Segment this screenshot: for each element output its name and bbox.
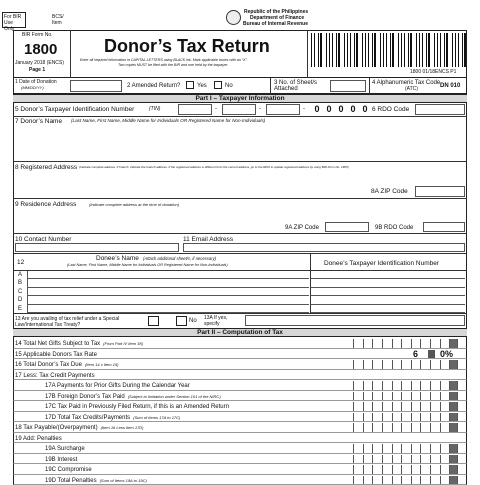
- atc-value: DN 010: [440, 83, 460, 89]
- item9-label: 9 Residence Address: [15, 202, 76, 209]
- donee-tin-field[interactable]: [311, 279, 465, 287]
- tin-part-1[interactable]: [178, 104, 212, 115]
- republic-label: Republic of the Philippines: [244, 10, 308, 15]
- computation-label: 19A Surcharge: [45, 446, 85, 452]
- date-of-donation-field[interactable]: [70, 80, 122, 92]
- donors-tax-return-form: For BIR Use Only BCS/ Item Republic of the Philippines Department of Finance Bureau of Internal Revenue BIR Form No. 1800 January 2018 (ENCS) Page 1 Donor’s Tax Return Enter all required information in CAPITAL LETTERS using BLACK ink. Mark applicable boxes with an “X”. Two copies MUST be filed with the BIR and one held by the taxpayer. 1800 01/18ENCS P1 1 Date of Donation (MM/DD/YY) 2 Amended Return? Yes No 3 No. of Sheet/s Attached 4 Alphanumeric Tax Code (ATC) DN 010 Part I – Taxpayer Information 5 Donor’s Taxpayer Identification Number (TIN) - - - 0 0 0 0 0 6 RDO Code 7 Donor’s Name (Last Name, First Name, Middle Name for Individuals OR Registered Name for Non-Individuals) 8 Registered Address (Indicate complete address. If branch, indicate the branch address. If the registered address is different from the current address, go to the RDO to update registered address by using BIR Form No. 1905) 8A ZIP Code 9 Residence Address (Indicate complete address at the time of donation) 9A ZIP Code 9B RDO Code 10 Contact Number 11 Email Address 12 Donee’s Name (Attach additional sheet/s, if necessary) (Last Name, First Name, Middle Name for Individuals OR Registered Name for Non-Individuals) Donee’s Taxpayer Identification Number A B C D E 13 Are you availing of tax relief under a Special Law/International Tax Treaty? No 13A If yes, specify Part II – Computation of Tax 14 Total Net Gifts Subject to Tax (From Part IV Item 38) 15 Applicable Donors Tax Rate 6 0% 16 Total Donor’s Tax Due (Item 14 x Item 15) 17 Less: Tax Credit Payments 17A Payments for Prior Gifts During the Calendar Year 17B Foreign Donor’s Tax Paid (Subject to limitation under Section 101 of the NIRC) 17C Tax Paid in Previously Filed Return, if this is an Amended Return 17D Total Tax Credits/Payments (Sum of Items 17A to 17C) 18 Tax Payable/(Overpayment) (Item 16 Less Item 17D) 19 Add: Penalties 19A Surcharge 19B Interest 19C Compromise 19D Total Penalties (Sum of Items 19A to 19C): [0, 0, 480, 480]
- form-number: 1800: [24, 42, 57, 57]
- item1-sub: (MM/DD/YY): [21, 86, 44, 90]
- amount-field[interactable]: [353, 402, 467, 411]
- bir-seal-icon: [226, 10, 241, 25]
- specify-field[interactable]: [245, 315, 465, 326]
- instructions-line-1: Enter all required information in CAPITAL LETTERS using BLACK ink. Mark applicable boxes with an “X”.: [80, 59, 248, 63]
- registered-address-field[interactable]: [15, 172, 465, 186]
- computation-label: 19B Interest: [45, 457, 77, 463]
- computation-label: 16 Total Donor’s Tax Due (Item 14 x Item 15): [15, 362, 119, 368]
- item9-sub: (Indicate complete address at the time of donation): [89, 203, 179, 207]
- amount-field[interactable]: [353, 381, 467, 390]
- amount-field[interactable]: [353, 444, 467, 453]
- decimal-separator: [428, 350, 435, 359]
- amount-field[interactable]: [353, 392, 467, 401]
- amount-field[interactable]: [353, 360, 467, 369]
- amended-yes-label: Yes: [197, 83, 207, 89]
- part1-title: Part I – Taxpayer Information: [13, 94, 467, 103]
- computation-label: 14 Total Net Gifts Subject to Tax (From Part IV Item 38): [15, 341, 143, 347]
- donee-row-letter: A: [18, 272, 22, 278]
- donee-tin-field[interactable]: [311, 305, 465, 313]
- tax-relief-no-checkbox[interactable]: [176, 316, 187, 326]
- email-field[interactable]: [183, 243, 465, 252]
- donee-name-field[interactable]: [27, 271, 309, 279]
- form-no-label: BIR Form No.: [22, 33, 53, 38]
- computation-label: 17 Less: Tax Credit Payments: [15, 373, 95, 379]
- amended-no-checkbox[interactable]: [214, 81, 222, 89]
- computation-label: 17A Payments for Prior Gifts During the Calendar Year: [45, 383, 190, 389]
- item8a-label: 8A ZIP Code: [371, 189, 408, 196]
- donee-name-field[interactable]: [27, 288, 309, 296]
- tin-suffix-digit[interactable]: 0: [347, 104, 359, 115]
- amended-yes-checkbox[interactable]: [186, 81, 194, 89]
- instructions-line-2: Two copies MUST be filed with the BIR and one held by the taxpayer.: [118, 64, 228, 68]
- barcode-image: [311, 33, 465, 67]
- donee-name-sub: (Last Name, First Name, Middle Name for Individuals OR Registered Name for Non-Individuals): [67, 264, 228, 268]
- department-label: Department of Finance: [250, 16, 304, 21]
- computation-row: [13, 433, 467, 444]
- amount-field[interactable]: [353, 413, 467, 422]
- item8-label: 8 Registered Address: [15, 165, 77, 172]
- computation-label: 19C Compromise: [45, 467, 92, 473]
- page-number: Page 1: [29, 68, 45, 73]
- bir-use-label: For BIR Use Only: [4, 14, 24, 32]
- tax-rate-value: 6: [413, 350, 418, 359]
- tax-relief-yes-checkbox[interactable]: [148, 316, 159, 326]
- barcode-code: 1800 01/18ENCS P1: [410, 70, 456, 75]
- amount-field[interactable]: [353, 455, 467, 464]
- tin-part-2[interactable]: [222, 104, 256, 115]
- form-version: January 2018 (ENCS): [15, 61, 64, 66]
- zip-code-9a-field[interactable]: [325, 222, 369, 232]
- item7-sub: (Last Name, First Name, Middle Name for Individuals OR Registered Name for Non-Individuals): [71, 119, 265, 124]
- item11-label: 11 Email Address: [183, 237, 233, 244]
- tin-suffix-digit[interactable]: 0: [359, 104, 371, 115]
- zip-code-8a-field[interactable]: [415, 186, 465, 197]
- donee-name-note: (Attach additional sheet/s, if necessary): [143, 257, 216, 261]
- item4-label: 4 Alphanumeric Tax Code: [372, 80, 440, 86]
- item13-label: 13 Are you availing of tax relief under a Special Law/International Tax Treaty?: [15, 316, 145, 328]
- computation-label: 19 Add: Penalties: [15, 436, 62, 442]
- amount-field[interactable]: [353, 465, 467, 474]
- rdo-code-field[interactable]: [415, 104, 465, 115]
- donee-name-field[interactable]: [27, 305, 309, 313]
- tin-suffix-digit[interactable]: 0: [335, 104, 347, 115]
- bureau-label: Bureau of Internal Revenue: [243, 22, 308, 27]
- item10-label: 10 Contact Number: [15, 237, 71, 244]
- sheets-attached-field[interactable]: [330, 80, 366, 92]
- donee-name-field[interactable]: [27, 279, 309, 287]
- item13a-label: 13A If yes, specify: [204, 315, 244, 327]
- part2-title: Part II – Computation of Tax: [13, 328, 467, 337]
- donee-row-letter: E: [18, 306, 22, 312]
- form-title: Donor’s Tax Return: [104, 37, 270, 55]
- donee-tin-header: Donee’s Taxpayer Identification Number: [324, 261, 439, 268]
- item7-label: 7 Donor’s Name: [15, 119, 62, 126]
- computation-label: 18 Tax Payable/(Overpayment) (Item 16 Less Item 17D): [15, 425, 144, 431]
- tin-part-3[interactable]: [266, 104, 300, 115]
- item12-label: 12: [17, 260, 24, 267]
- donee-row-letter: D: [18, 297, 22, 303]
- item5-tin-note: (TIN): [149, 107, 160, 112]
- residence-address-field[interactable]: [15, 209, 465, 221]
- donee-row-letter: B: [18, 280, 22, 286]
- item9a-label: 9A ZIP Code: [285, 225, 319, 231]
- item2-label: 2 Amended Return?: [127, 83, 180, 89]
- computation-label: 15 Applicable Donors Tax Rate: [15, 352, 97, 358]
- donee-tin-field[interactable]: [311, 271, 465, 279]
- item5-label: 5 Donor’s Taxpayer Identification Number: [15, 107, 134, 114]
- amended-no-label: No: [225, 83, 233, 89]
- amount-field[interactable]: [353, 339, 467, 348]
- computation-label: 17B Foreign Donor’s Tax Paid (Subject to limitation under Section 101 of the NIRC): [45, 394, 221, 400]
- donee-name-field[interactable]: [27, 296, 309, 304]
- computation-label: 17D Total Tax Credits/Payments (Sum of Items 17A to 17C): [45, 415, 180, 421]
- tin-suffix-digit[interactable]: 0: [323, 104, 335, 115]
- donee-tin-field[interactable]: [311, 288, 465, 296]
- item8-sub: (Indicate complete address. If branch, indicate the branch address. If the registered address is different from the current address, go to the RDO to update registered address by using BIR Form No. 1905): [79, 166, 349, 169]
- donee-tin-field[interactable]: [311, 296, 465, 304]
- donee-row-letter: C: [18, 289, 22, 295]
- amount-field[interactable]: [353, 423, 467, 432]
- donee-name-header: Donee’s Name: [96, 256, 139, 263]
- item3-label: 3 No. of Sheet/s Attached: [274, 80, 326, 92]
- donor-name-field[interactable]: [15, 127, 465, 160]
- item6-label: 6 RDO Code: [372, 107, 409, 114]
- tax-rate-decimal: 0%: [440, 350, 453, 359]
- rdo-code-9b-field[interactable]: [423, 222, 465, 232]
- item1-label: 1 Date of Donation: [15, 80, 57, 85]
- tax-relief-no-label: No: [189, 318, 197, 324]
- tin-suffix-digit[interactable]: 0: [311, 104, 323, 115]
- bcs-item-label: BCS/ Item: [52, 14, 70, 26]
- contact-number-field[interactable]: [15, 243, 179, 252]
- computation-label: 19D Total Penalties (Sum of Items 19A to 19C): [45, 478, 147, 484]
- computation-label: 17C Tax Paid in Previously Filed Return, if this is an Amended Return: [45, 404, 229, 410]
- item4-sub: (ATC): [405, 87, 418, 92]
- item9b-label: 9B RDO Code: [375, 225, 413, 231]
